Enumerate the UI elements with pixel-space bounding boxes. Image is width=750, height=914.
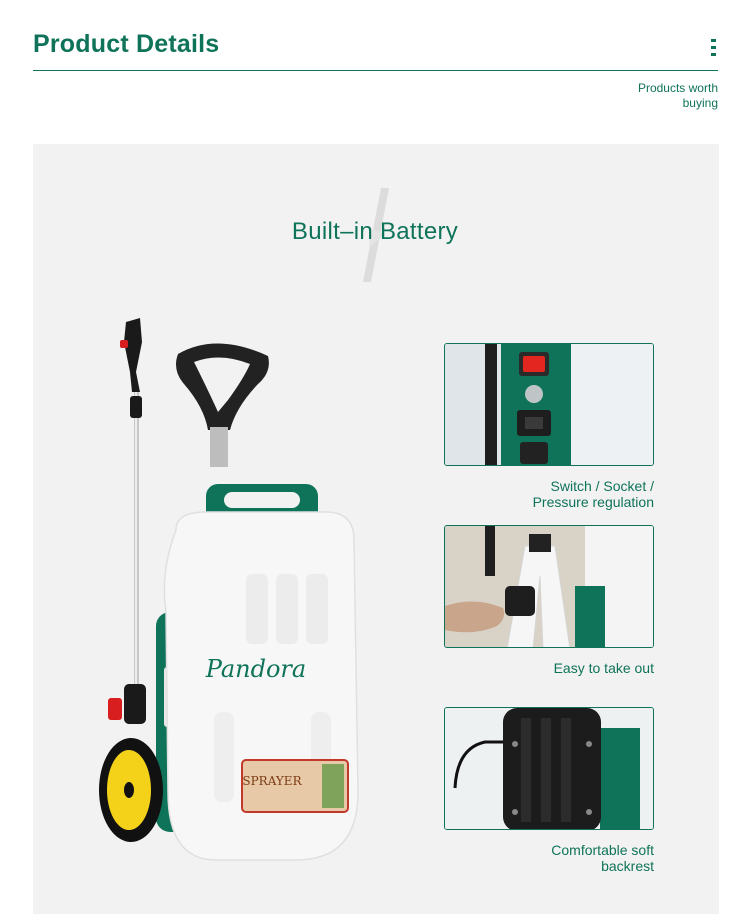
backrest-icon	[445, 708, 654, 830]
feature-caption-1-line-1: Switch / Socket /	[550, 478, 654, 494]
detach-hand-icon	[445, 526, 654, 648]
section-title: Built–in Battery	[291, 218, 459, 245]
menu-icon[interactable]	[711, 39, 717, 57]
tagline	[598, 81, 718, 111]
feature-thumb-switch	[444, 343, 654, 466]
switch-socket-icon	[445, 344, 654, 466]
tagline-line-2: buying	[682, 96, 718, 110]
feature-caption-2	[444, 660, 654, 676]
feature-caption-3	[444, 842, 654, 874]
feature-caption-3-line-2: backrest	[601, 858, 654, 874]
feature-caption-3-line-1: Comfortable soft	[551, 842, 654, 858]
brand-logo-text: Pandora	[205, 655, 307, 683]
feature-caption-1	[444, 478, 654, 510]
feature-thumb-detach	[444, 525, 654, 648]
feature-caption-1-line-2: Pressure regulation	[532, 494, 654, 510]
header-divider	[33, 70, 718, 71]
page-title: Product Details	[33, 30, 220, 58]
sprayer-label-text: SPRAYER	[242, 774, 302, 788]
sprayer-product-image	[96, 312, 366, 862]
feature-caption-2-line-1: Easy to take out	[553, 660, 654, 676]
tagline-line-1: Products worth	[637, 81, 718, 95]
feature-thumb-backrest	[444, 707, 654, 830]
